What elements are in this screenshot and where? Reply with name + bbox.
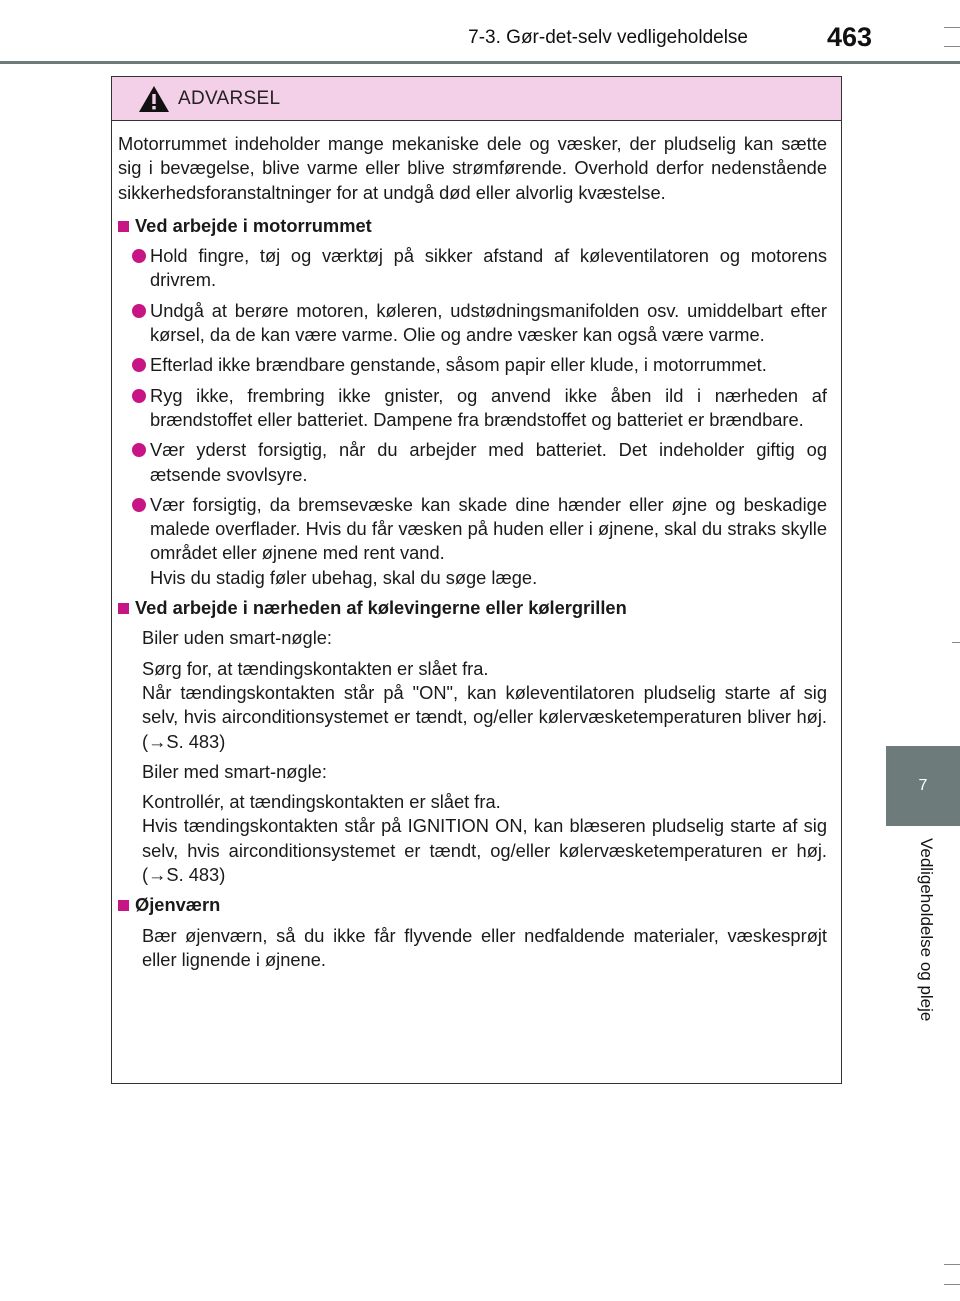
para-line: Kontrollér, at tændingskontakten er slået fra. <box>142 791 501 813</box>
round-bullet-icon <box>132 389 146 403</box>
para-smart-key <box>142 790 827 887</box>
round-bullet-icon <box>132 358 146 372</box>
warning-intro: Motorrummet indeholder mange mekaniske dele og væsker, der pludselig kan sætte sig i bevægelse, blive varme eller blive strømførende. Overhold derfor nedenstående sikkerhedsforanstaltninger for at undgå død eller alvorlig kvæstelse. <box>118 133 827 203</box>
para-text: Hvis tændingskontakten står på IGNITION ON, kan blæseren pludselig starte af sig selv, hvis airconditionsystemet er tændt, og/eller kølervæsketemperaturen er høj. (→S. 483) <box>142 815 827 886</box>
crop-mark-bottom <box>944 1284 960 1285</box>
section-heading-radiator <box>118 596 827 620</box>
page-number: 463 <box>826 22 872 52</box>
round-bullet-icon <box>132 304 146 318</box>
list-item-text: Hold fingre, tøj og værktøj på sikker afstand af køleventilatoren og motorens drivrem. <box>150 245 827 291</box>
round-bullet-icon <box>132 249 146 263</box>
label-no-smart-key: Biler uden smart-nøgle: <box>142 627 332 649</box>
warning-title: ADVARSEL <box>178 87 281 109</box>
list-item <box>132 353 827 377</box>
warning-body <box>112 121 841 972</box>
square-bullet-icon <box>118 221 129 232</box>
section-heading-text: Øjenværn <box>135 894 221 916</box>
chapter-number: 7 <box>918 777 928 794</box>
crop-mark-top-right <box>944 46 960 47</box>
label-smart-key: Biler med smart-nøgle: <box>142 760 327 782</box>
chapter-tab <box>886 746 960 826</box>
header-title: 7-3. Gør-det-selv vedligeholdelse <box>468 27 748 48</box>
para-line: Sørg for, at tændingskontakten er slået fra. <box>142 657 489 679</box>
list-item-text: Vær yderst forsigtig, når du arbejder med batteriet. Det indeholder giftig og ætsende svovlsyre. <box>150 439 827 485</box>
list-item-text: Vær forsigtig, da bremsevæske kan skade dine hænder eller øjne og beskadige malede overflader. Hvis du får væsken på huden eller i øjnene, skal du straks skylle området eller øjnene med rent vand. <box>150 493 827 564</box>
section-heading-eye-protection <box>118 893 827 917</box>
square-bullet-icon <box>118 603 129 614</box>
para-no-smart-key <box>142 657 827 754</box>
para-eye-protection: Bær øjenværn, så du ikke får flyvende eller nedfaldende materialer, væskesprøjt eller lignende i øjnene. <box>142 924 827 970</box>
list-item <box>132 299 827 348</box>
section-heading-text: Ved arbejde i motorrummet <box>135 214 372 236</box>
warning-triangle-icon <box>138 85 170 113</box>
list-item-text: Ryg ikke, frembring ikke gnister, og anvend ikke åben ild i nærheden af brændstoffet eller batteriet. Dampene fra brændstoffet og batteriet er brændbare. <box>150 384 827 430</box>
section-heading-text: Ved arbejde i nærheden af kølevingerne eller kølergrillen <box>135 597 627 619</box>
crop-mark-top <box>944 27 960 28</box>
crop-mark-mid <box>952 642 960 643</box>
list-item-text: Efterlad ikke brændbare genstande, såsom papir eller klude, i motorrummet. <box>150 354 767 376</box>
list-item <box>132 244 827 293</box>
round-bullet-icon <box>132 498 146 512</box>
section-heading-engine <box>118 214 827 238</box>
list-item-extra: Hvis du stadig føler ubehag, skal du søge læge. <box>150 566 538 588</box>
list-item-body <box>150 493 827 590</box>
list-item <box>132 438 827 487</box>
list-item <box>132 493 827 590</box>
square-bullet-icon <box>118 900 129 911</box>
chapter-title-vertical: Vedligeholdelse og pleje <box>917 838 936 1022</box>
header-rule <box>0 61 960 64</box>
round-bullet-icon <box>132 443 146 457</box>
crop-mark-bottom-right <box>944 1264 960 1265</box>
warning-header <box>112 77 841 121</box>
warning-box <box>111 76 842 1084</box>
para-text: Når tændingskontakten står på "ON", kan køleventilatoren pludselig starte af sig selv, hvis airconditionsystemet er tændt, og/eller kølervæsketemperaturen bliver høj. (→S. 483) <box>142 681 827 752</box>
list-item-text: Undgå at berøre motoren, køleren, udstødningsmanifolden osv. umiddelbart efter kørsel, da de kan være varme. Olie og andre væsker kan også være varme. <box>150 299 827 346</box>
list-item <box>132 384 827 433</box>
